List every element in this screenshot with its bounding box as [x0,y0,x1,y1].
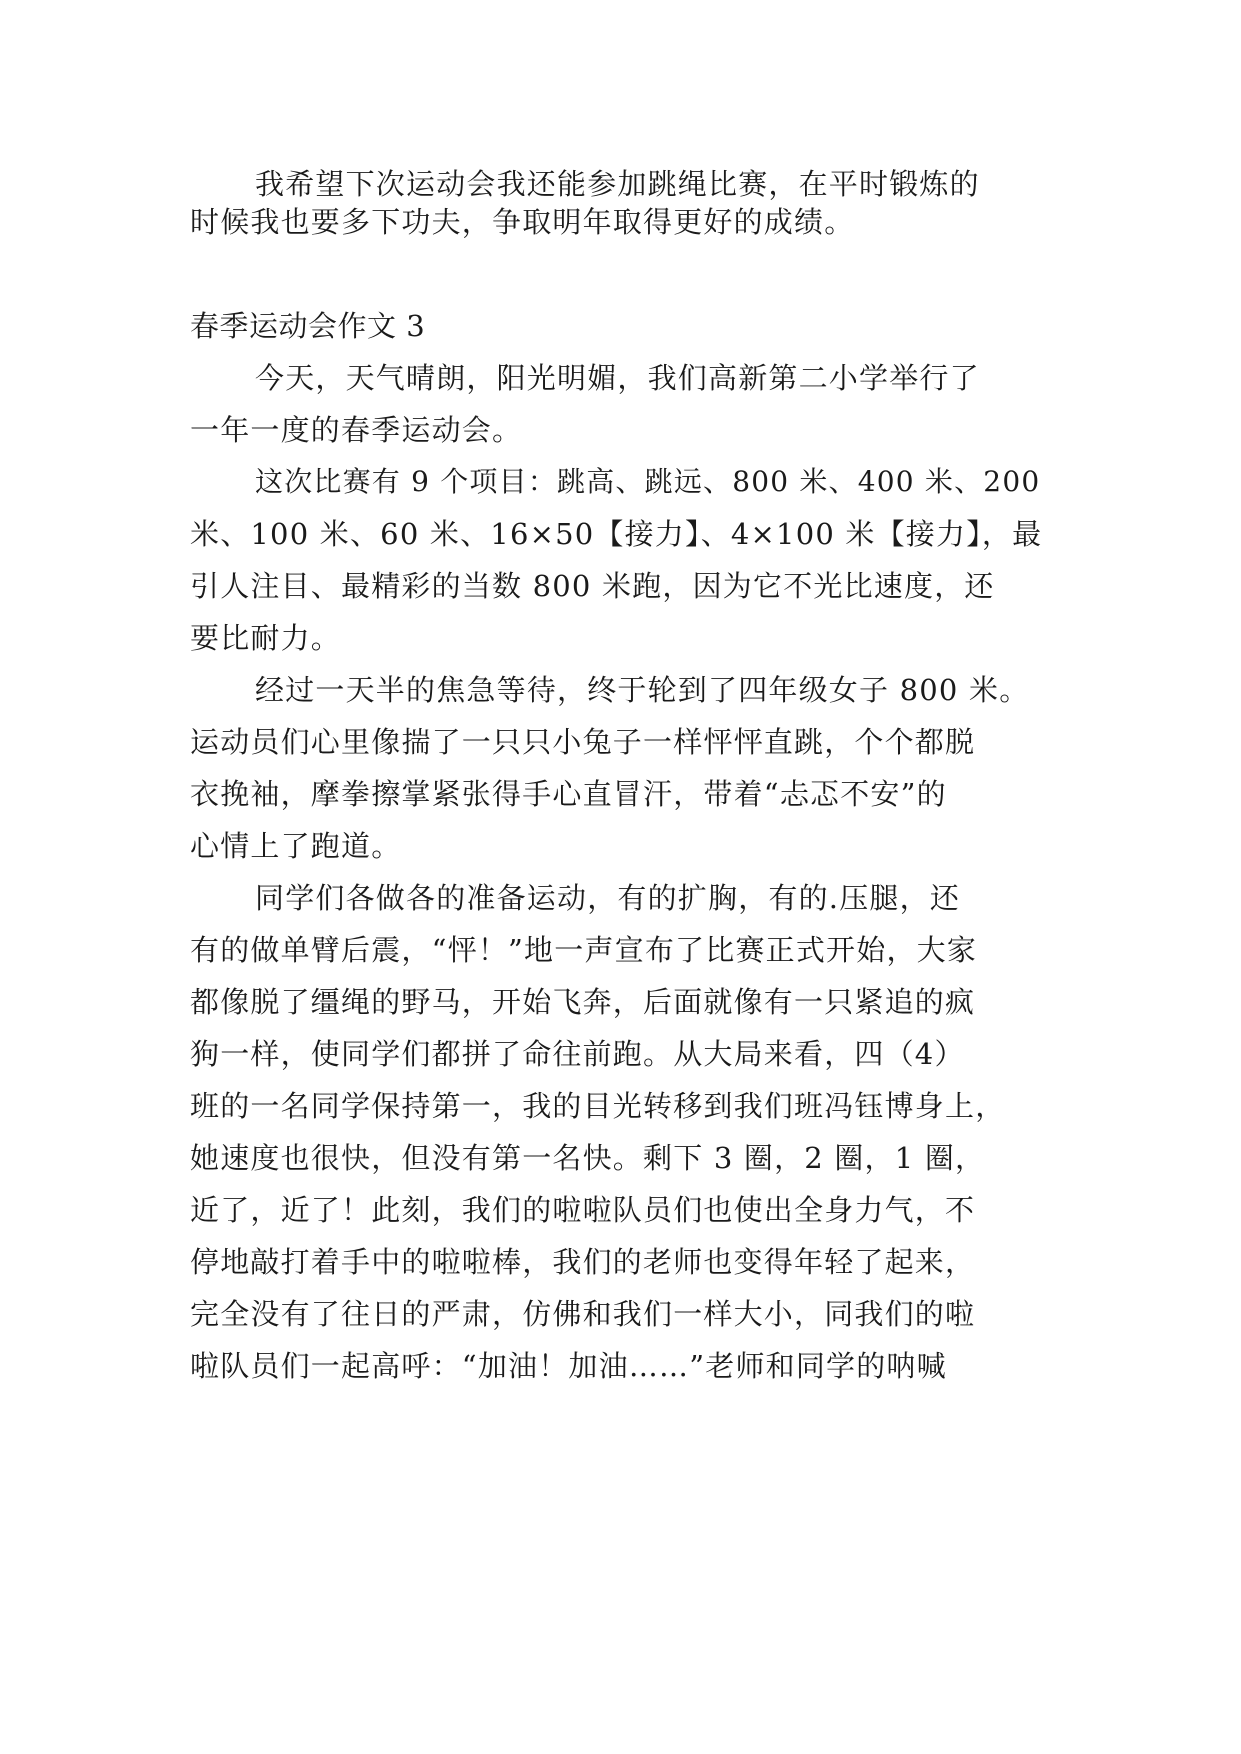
paragraph-line: 今天，天气晴朗，阳光明媚，我们高新第二小学举行了 [255,361,980,395]
paragraph-line: 完全没有了往日的严肃，仿佛和我们一样大小，同我们的啦 [190,1297,976,1331]
paragraph-line: 班的一名同学保持第一，我的目光转移到我们班冯钰博身上， [190,1089,1006,1123]
paragraph-line: 啦队员们一起高呼：“加油！加油……”老师和同学的呐喊 [190,1349,947,1383]
paragraph-line: 这次比赛有 9 个项目：跳高、跳远、800 米、400 米、200 [255,465,1041,498]
paragraph-line: 她速度也很快，但没有第一名快。剩下 3 圈，2 圈，1 圈， [190,1141,986,1175]
paragraph-line: 狗一样，使同学们都拼了命往前跑。从大局来看，四（4） [190,1037,965,1071]
paragraph-line: 引人注目、最精彩的当数 800 米跑，因为它不光比速度，还 [190,569,995,603]
paragraph-line: 心情上了跑道。 [190,829,402,863]
paragraph-line: 同学们各做各的准备运动，有的扩胸，有的.压腿，还 [255,881,961,915]
paragraph-line: 运动员们心里像揣了一只只小兔子一样怦怦直跳，个个都脱 [190,725,976,759]
paragraph-line: 米、100 米、60 米、16×50【接力】、4×100 米【接力】，最 [190,517,1043,551]
paragraph-line: 停地敲打着手中的啦啦棒，我们的老师也变得年轻了起来， [190,1245,976,1279]
paragraph-line: 都像脱了缰绳的野马，开始飞奔，后面就像有一只紧追的疯 [190,985,976,1019]
paragraph-line: 一年一度的春季运动会。 [190,413,523,447]
paragraph-line: 我希望下次运动会我还能参加跳绳比赛，在平时锻炼的 [255,167,980,201]
paragraph-line: 经过一天半的焦急等待，终于轮到了四年级女子 800 米。 [255,673,1030,707]
paragraph-line: 近了，近了！此刻，我们的啦啦队员们也使出全身力气，不 [190,1193,976,1227]
paragraph-line: 时候我也要多下功夫，争取明年取得更好的成绩。 [190,205,855,239]
paragraph-line: 有的做单臂后震，“怦！”地一声宣布了比赛正式开始，大家 [190,933,978,967]
paragraph-line: 要比耐力。 [190,621,342,655]
section-heading: 春季运动会作文 3 [190,309,426,343]
paragraph-line: 衣挽袖，摩拳擦掌紧张得手心直冒汗，带着“忐忑不安”的 [190,777,947,811]
